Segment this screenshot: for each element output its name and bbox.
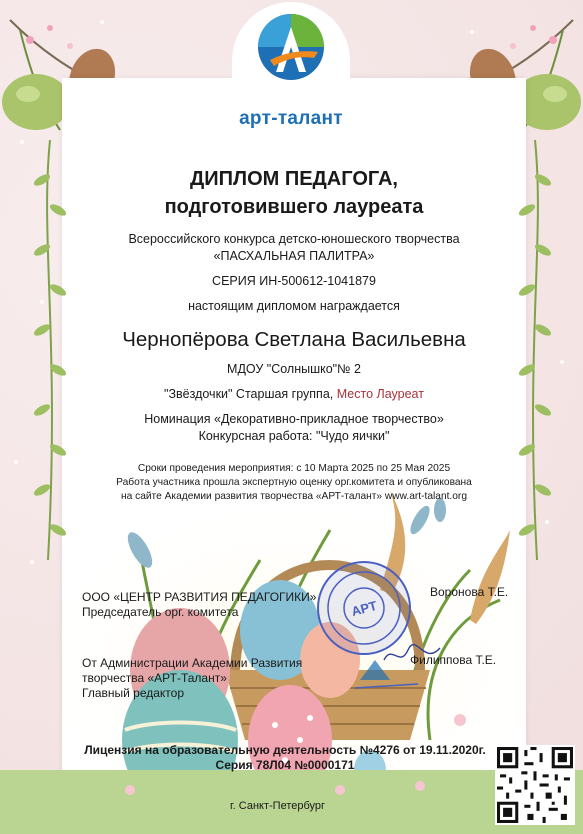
- organization-name: МДОУ "Солнышко"№ 2: [227, 362, 361, 376]
- logo-text: арт-талант: [239, 108, 343, 129]
- diploma-title-line2: подготовившего лауреата: [164, 196, 424, 218]
- qr-code-icon: [495, 745, 575, 825]
- signature-scribble: [382, 640, 442, 670]
- contest-name-line2: «ПАСХАЛЬНАЯ ПАЛИТРА»: [213, 249, 375, 263]
- admin-line2: творчества «АРТ-Талант»: [82, 671, 227, 685]
- event-dates: Сроки проведения мероприятия: с 10 Марта 2025 по 25 Мая 2025: [137, 463, 451, 474]
- org-committee-signer: Воронова Т.Е.: [430, 585, 509, 599]
- license-line1: Лицензия на образовательную деятельность №4276 от 19.11.2020г.: [84, 743, 486, 757]
- admin-line1: От Администрации Академии Развития: [82, 656, 303, 670]
- admin-role: Главный редактор: [82, 686, 185, 700]
- nomination: Номинация «Декоративно-прикладное творчество»: [144, 412, 444, 426]
- review-note: Работа участника прошла экспертную оценку орг.комитета и опубликована: [116, 477, 472, 488]
- group-name: "Звёздочки" Старшая группа,: [164, 387, 337, 401]
- org-committee-role: Председатель орг. комитета: [82, 605, 239, 619]
- contest-name-line1: Всероссийского конкурса детско-юношеского творчества: [128, 232, 460, 246]
- recipient-name: Чернопёрова Светлана Васильевна: [122, 328, 466, 351]
- place-result: Место Лауреат: [336, 387, 424, 401]
- diploma-title-line1: ДИПЛОМ ПЕДАГОГА,: [190, 168, 398, 190]
- admin-signer: Филиппова Т.Е.: [410, 653, 497, 667]
- publication-site: на сайте Академии развития творчества «АРТ-талант» www.art-talant.org: [120, 491, 467, 502]
- license-line2: Серия 78Л04 №0000171: [215, 758, 355, 772]
- series-number: СЕРИЯ ИН-500612-1041879: [212, 274, 376, 288]
- seal-center-text: АРТ: [349, 597, 379, 620]
- group-and-place: [62, 386, 526, 403]
- city: г. Санкт-Петербург: [230, 800, 326, 812]
- contest-work: Конкурсная работа: "Чудо яички": [198, 429, 390, 443]
- awarded-text: настоящим дипломом награждается: [188, 299, 400, 313]
- logo: [232, 2, 350, 132]
- org-committee-name: ООО «ЦЕНТР РАЗВИТИЯ ПЕДАГОГИКИ»: [82, 590, 317, 604]
- art-talant-logo-icon: [256, 12, 326, 82]
